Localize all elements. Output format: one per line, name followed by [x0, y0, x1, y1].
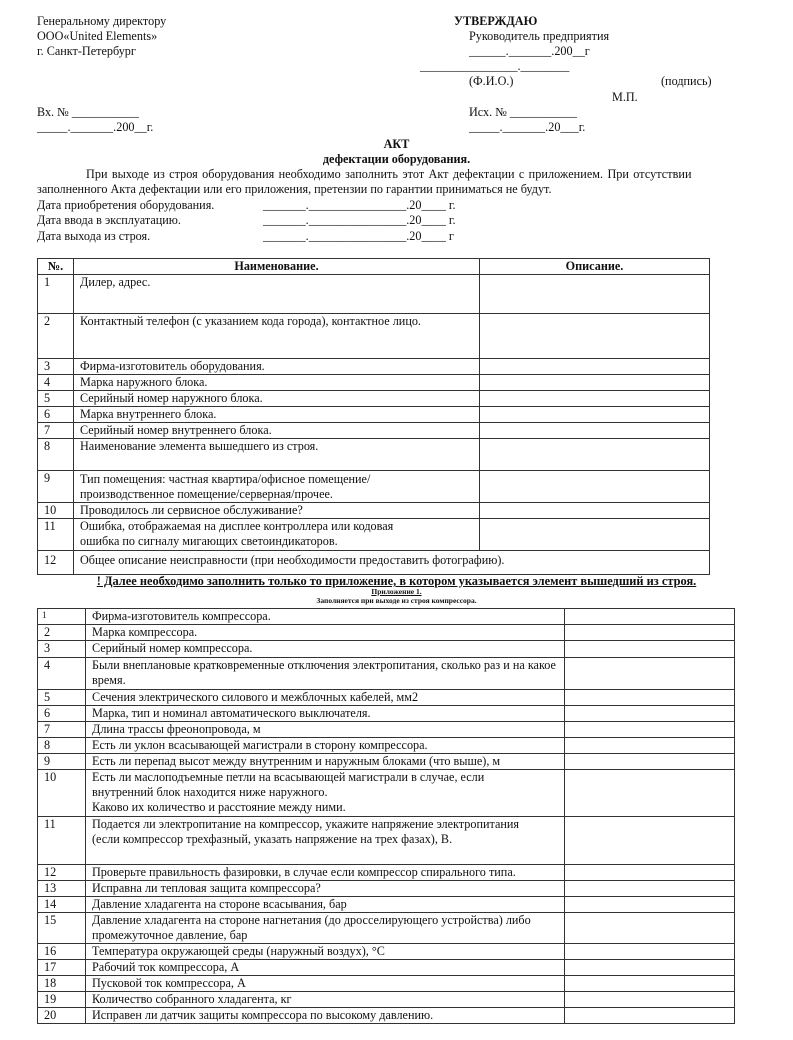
- row-label: Ошибка, отображаемая на дисплее контроллера или кодовая ошибка по сигналу мигающих светоиндикаторов.: [74, 519, 480, 551]
- row-number: 11: [38, 817, 86, 865]
- table-row: [38, 690, 735, 706]
- row-value-cell[interactable]: [480, 375, 710, 391]
- table-row: [38, 609, 735, 625]
- table-row: [38, 359, 710, 375]
- row-value-cell[interactable]: [565, 817, 735, 865]
- row-label: Серийный номер внутреннего блока.: [74, 423, 480, 439]
- row-label: Фирма-изготовитель компрессора.: [86, 609, 565, 625]
- row-value-cell[interactable]: [565, 754, 735, 770]
- row-label: Есть ли перепад высот между внутренним и наружным блоками (что выше), м: [86, 754, 565, 770]
- table-row: [38, 407, 710, 423]
- row-value-cell[interactable]: [480, 314, 710, 359]
- row-number: 2: [38, 314, 74, 359]
- row-number: 8: [38, 738, 86, 754]
- table-row: [38, 754, 735, 770]
- row-number: 7: [38, 722, 86, 738]
- row-value-cell[interactable]: [565, 897, 735, 913]
- row-label: Фирма-изготовитель оборудования.: [74, 359, 480, 375]
- row-value-cell[interactable]: [565, 944, 735, 960]
- row-label: [86, 770, 565, 817]
- table-row: [38, 375, 710, 391]
- addressee-city: г. Санкт-Петербург: [37, 44, 136, 58]
- row-number: 15: [38, 913, 86, 944]
- table-row: [38, 960, 735, 976]
- row-number: 10: [38, 503, 74, 519]
- row-label: Пусковой ток компрессора, А: [86, 976, 565, 992]
- row-value-cell[interactable]: [565, 722, 735, 738]
- row-number: 1: [38, 609, 86, 625]
- table-row: [38, 439, 710, 471]
- row-label: Давление хладагента на стороне нагнетания (до дросселирующего устройства) либо промежуточное давление, бар: [86, 913, 565, 944]
- header-description: Описание.: [480, 259, 710, 275]
- row-number: 1: [38, 275, 74, 314]
- row-value-cell[interactable]: [565, 1008, 735, 1024]
- row-label: Марка компрессора.: [86, 625, 565, 641]
- row-number: 12: [38, 551, 74, 575]
- row-number: 4: [38, 375, 74, 391]
- row-label: Проводилось ли сервисное обслуживание?: [74, 503, 480, 519]
- table-row: [38, 944, 735, 960]
- row-label: Серийный номер компрессора.: [86, 641, 565, 658]
- row-number: 3: [38, 641, 86, 658]
- commissioning-date-label: Дата ввода в эксплуатацию.: [37, 213, 181, 227]
- row-number: 19: [38, 992, 86, 1008]
- row-value-cell[interactable]: [565, 690, 735, 706]
- row-number: 20: [38, 1008, 86, 1024]
- row-number: 17: [38, 960, 86, 976]
- table-row: [38, 992, 735, 1008]
- row-value-cell[interactable]: [565, 641, 735, 658]
- row-value-cell[interactable]: [565, 609, 735, 625]
- row-value-cell[interactable]: [480, 391, 710, 407]
- incoming-date-field[interactable]: _____._______.200__г.: [37, 120, 154, 134]
- addressee-title: Генеральному директору: [37, 14, 167, 28]
- row-label: Наименование элемента вышедшего из строя.: [74, 439, 480, 471]
- failure-date-field[interactable]: _______.________________.20____ г: [263, 229, 454, 243]
- table-header-row: [38, 259, 710, 275]
- row-value-cell[interactable]: [565, 706, 735, 722]
- row-label: Рабочий ток компрессора, А: [86, 960, 565, 976]
- intro-line-1: При выходе из строя оборудования необходимо заполнить этот Акт дефектации с приложением. При отсутствии: [86, 167, 692, 181]
- row-number: 6: [38, 407, 74, 423]
- row-label: Длина трассы фреонопровода, м: [86, 722, 565, 738]
- table-row: [38, 976, 735, 992]
- row-number: 5: [38, 690, 86, 706]
- row-number: 16: [38, 944, 86, 960]
- row-label: Сечения электрического силового и межблочных кабелей, мм2: [86, 690, 565, 706]
- row-number: 5: [38, 391, 74, 407]
- appendix-notice: ! Далее необходимо заполнить только то приложение, в котором указывается элемент вышедший из строя.: [96, 574, 697, 588]
- appendix-subtitle: Заполняется при выходе из строя компрессора.: [316, 596, 477, 605]
- failure-date-label: Дата выхода из строя.: [37, 229, 151, 243]
- row-value-cell[interactable]: [480, 407, 710, 423]
- row-value-cell[interactable]: [565, 976, 735, 992]
- table-row: [38, 770, 735, 817]
- compressor-table: [37, 608, 735, 1024]
- row-value-cell[interactable]: [480, 471, 710, 503]
- incoming-number-field[interactable]: Вх. № ___________: [37, 105, 139, 119]
- header-number: №.: [38, 259, 74, 275]
- row-label-line-1: Есть ли маслоподъемные петли на всасывающей магистрали в случае, если внутренний блок находится ниже наружного.: [92, 770, 485, 799]
- row-label: Контактный телефон (с указанием кода города), контактное лицо.: [74, 314, 480, 359]
- addressee-company: ООО«United Elements»: [37, 29, 158, 43]
- table-row: [38, 897, 735, 913]
- row-label-line-2: Каково их количество и расстояние между ними.: [92, 800, 346, 814]
- row-label: Количество собранного хладагента, кг: [86, 992, 565, 1008]
- row-label: Подается ли электропитание на компрессор, укажите напряжение электропитания (если компрессор трехфазный, указать напряжение на трех фазах), В.: [86, 817, 565, 865]
- outgoing-date-field[interactable]: _____._______.20___г.: [469, 120, 586, 134]
- row-label: Есть ли уклон всасывающей магистрали в сторону компрессора.: [86, 738, 565, 754]
- row-label: Были внеплановые кратковременные отключения электропитания, сколько раз и на какое время.: [86, 658, 565, 690]
- table-row: [38, 641, 735, 658]
- row-value-cell[interactable]: [565, 738, 735, 754]
- signature-caption: (подпись): [661, 74, 712, 88]
- row-number: 18: [38, 976, 86, 992]
- row-label: Марка, тип и номинал автоматического выключателя.: [86, 706, 565, 722]
- row-number: 3: [38, 359, 74, 375]
- row-number: 4: [38, 658, 86, 690]
- row-number: 14: [38, 897, 86, 913]
- commissioning-date-field[interactable]: _______.________________.20____ г.: [263, 213, 456, 227]
- header-name: Наименование.: [74, 259, 480, 275]
- table-row: [38, 706, 735, 722]
- row-label: Марка внутреннего блока.: [74, 407, 480, 423]
- table-row: [38, 391, 710, 407]
- stamp-caption: М.П.: [612, 90, 638, 104]
- table-row: [38, 658, 735, 690]
- table-row: [38, 314, 710, 359]
- table-row: [38, 865, 735, 881]
- row-value-cell[interactable]: [565, 770, 735, 817]
- row-number: 8: [38, 439, 74, 471]
- row-value-cell[interactable]: [480, 439, 710, 471]
- defect-table: [37, 258, 710, 575]
- row-label: Исправна ли тепловая защита компрессора?: [86, 881, 565, 897]
- row-value-cell[interactable]: [565, 625, 735, 641]
- row-value-cell[interactable]: [480, 275, 710, 314]
- row-label: Марка наружного блока.: [74, 375, 480, 391]
- signature-line[interactable]: ________________.________: [420, 59, 570, 73]
- row-value-cell[interactable]: [480, 503, 710, 519]
- row-number: 13: [38, 881, 86, 897]
- row-value-cell[interactable]: [480, 359, 710, 375]
- row-number: 11: [38, 519, 74, 551]
- row-value-cell[interactable]: [565, 992, 735, 1008]
- row-label: Тип помещения: частная квартира/офисное помещение/производственное помещение/серверная/прочее.: [74, 471, 480, 503]
- purchase-date-label: Дата приобретения оборудования.: [37, 198, 215, 212]
- table-row: [38, 625, 735, 641]
- table-row: [38, 275, 710, 314]
- row-label[interactable]: Общее описание неисправности (при необходимости предоставить фотографию).: [74, 551, 710, 575]
- row-number: 9: [38, 471, 74, 503]
- table-row: [38, 738, 735, 754]
- row-label: Проверьте правильность фазировки, в случае если компрессор спирального типа.: [86, 865, 565, 881]
- appendix-title: Приложение 1.: [371, 587, 422, 596]
- row-label: Исправен ли датчик защиты компрессора по высокому давлению.: [86, 1008, 565, 1024]
- row-number: 6: [38, 706, 86, 722]
- fio-caption: (Ф.И.О.): [469, 74, 514, 88]
- row-number: 2: [38, 625, 86, 641]
- table-row: [38, 423, 710, 439]
- row-number: 7: [38, 423, 74, 439]
- approver-position: Руководитель предприятия: [469, 29, 610, 43]
- table-row: [38, 1008, 735, 1024]
- row-value-cell[interactable]: [565, 881, 735, 897]
- table-row: [38, 471, 710, 503]
- document-title: АКТ: [383, 137, 410, 151]
- approve-heading: УТВЕРЖДАЮ: [454, 14, 538, 28]
- table-row: [38, 881, 735, 897]
- row-number: 9: [38, 754, 86, 770]
- table-row: [38, 503, 710, 519]
- row-number: 10: [38, 770, 86, 817]
- table-row: [38, 722, 735, 738]
- row-value-cell[interactable]: [480, 423, 710, 439]
- intro-line-2: заполненного Акта дефектации или его приложения, претензии по гарантии приниматься не будут.: [37, 182, 552, 196]
- outgoing-number-field[interactable]: Исх. № ___________: [469, 105, 577, 119]
- row-label: Температура окружающей среды (наружный воздух), °С: [86, 944, 565, 960]
- row-number: 12: [38, 865, 86, 881]
- row-value-cell[interactable]: [565, 960, 735, 976]
- row-value-cell[interactable]: [565, 865, 735, 881]
- row-label: Дилер, адрес.: [74, 275, 480, 314]
- table-row: [38, 551, 710, 575]
- row-value-cell[interactable]: [480, 519, 710, 551]
- approval-date-field[interactable]: ______._______.200__г: [469, 44, 590, 58]
- document-subtitle: дефектации оборудования.: [322, 152, 471, 166]
- table-row: [38, 817, 735, 865]
- purchase-date-field[interactable]: _______.________________.20____ г.: [263, 198, 456, 212]
- row-value-cell[interactable]: [565, 913, 735, 944]
- row-label: Серийный номер наружного блока.: [74, 391, 480, 407]
- table-row: [38, 913, 735, 944]
- row-value-cell[interactable]: [565, 658, 735, 690]
- row-label: Давление хладагента на стороне всасывания, бар: [86, 897, 565, 913]
- table-row: [38, 519, 710, 551]
